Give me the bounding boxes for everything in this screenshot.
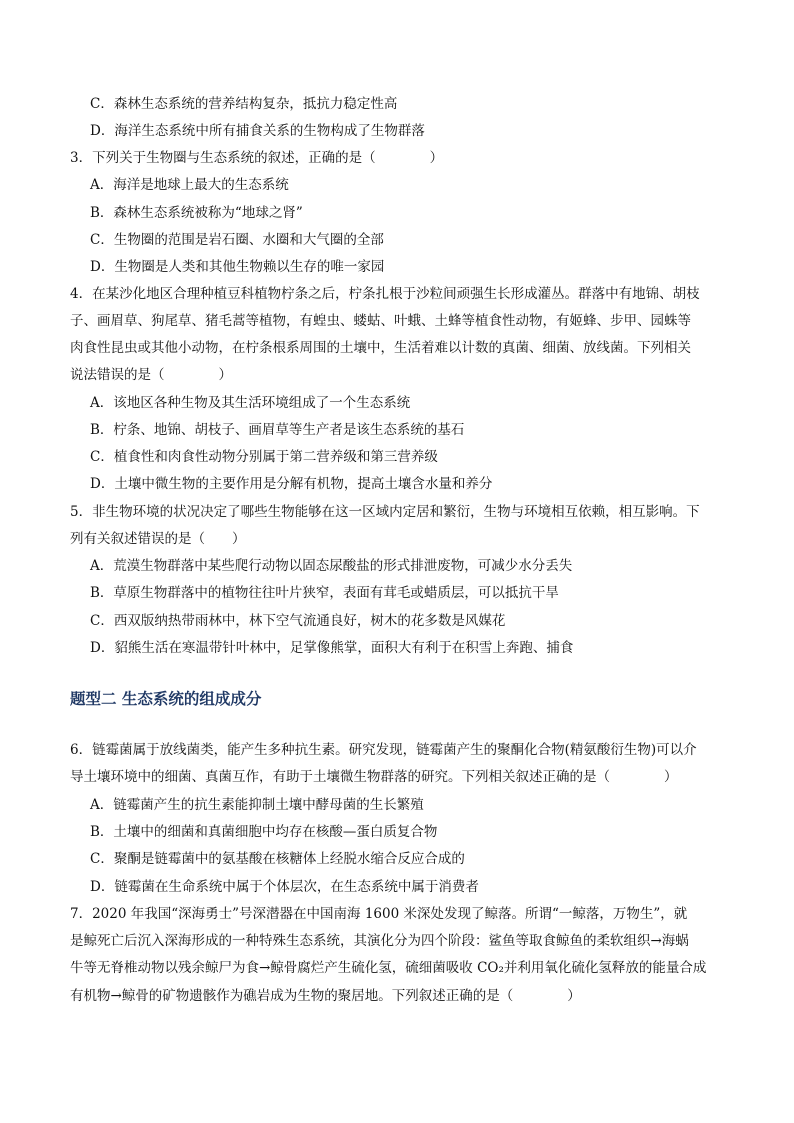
q7-stem-line: 牛等无脊椎动物以残余鲸尸为食→鲸骨腐烂产生硫化氢，硫细菌吸收 CO₂并利用氧化硫化氢释放的能量合成 [70, 960, 707, 976]
q3-option-b: B．森林生态系统被称为“地球之肾” [90, 205, 303, 221]
q5-option-b: B．草原生物群落中的植物往往叶片狭窄，表面有茸毛或蜡质层，可以抵抗干旱 [90, 585, 559, 601]
q5-option-a: A．荒漠生物群落中某些爬行动物以固态尿酸盐的形式排泄废物，可减少水分丢失 [90, 558, 573, 574]
q6-option-a: A．链霉菌产生的抗生素能抑制土壤中酵母菌的生长繁殖 [90, 797, 424, 813]
q3-stem: 3．下列关于生物圈与生态系统的叙述，正确的是（ ） [70, 150, 444, 166]
q5-stem-line: 5．非生物环境的状况决定了哪些生物能够在这一区域内定居和繁衍，生物与环境相互依赖，相互影响。下 [70, 504, 700, 520]
q6-stem-line: 6．链霉菌属于放线菌类，能产生多种抗生素。研究发现，链霉菌产生的聚酮化合物(精氨酸衍生物)可以介 [70, 742, 697, 758]
q6-option-d: D．链霉菌在生命系统中属于个体层次，在生态系统中属于消费者 [90, 879, 479, 895]
q4-stem-line: 子、画眉草、狗尾草、猪毛蒿等植物，有蝗虫、蝼蛄、叶蛾、土蜂等植食性动物，有姬蜂、步甲、园蛛等 [70, 313, 691, 329]
q4-option-c: C．植食性和肉食性动物分别属于第二营养级和第三营养级 [90, 449, 438, 465]
q7-stem-line: 是鲸死亡后沉入深海形成的一种特殊生态系统，其演化分为四个阶段：鲨鱼等取食鲸鱼的柔软组织→海蜗 [70, 933, 689, 949]
q2-option-d: D．海洋生态系统中所有捕食关系的生物构成了生物群落 [90, 123, 425, 139]
q4-option-a: A．该地区各种生物及其生活环境组成了一个生态系统 [90, 395, 411, 411]
q4-option-d: D．土壤中微生物的主要作用是分解有机物，提高土壤含水量和养分 [90, 476, 493, 492]
q3-option-d: D．生物圈是人类和其他生物赖以生存的唯一家园 [90, 259, 385, 275]
q4-stem-line: 4．在某沙化地区合理种植豆科植物柠条之后，柠条扎根于沙粒间顽强生长形成灌丛。群落中有地锦、胡枝 [70, 286, 700, 302]
q6-option-b: B．土壤中的细菌和真菌细胞中均存在核酸—蛋白质复合物 [90, 824, 438, 840]
q5-stem-line: 列有关叙述错误的是（ ） [70, 531, 246, 547]
q4-stem-line: 肉食性昆虫或其他小动物，在柠条根系周围的土壤中，生活着难以计数的真菌、细菌、放线菌。下列相关 [70, 340, 691, 356]
q4-stem-line: 说法错误的是（ ） [70, 367, 232, 383]
q7-stem-line: 7．2020 年我国“深海勇士”号深潜器在中国南海 1600 米深处发现了鲸落。所谓“一鲸落，万物生”，就 [70, 906, 688, 922]
q6-stem-line: 导土壤环境中的细菌、真菌互作，有助于土壤微生物群落的研究。下列相关叙述正确的是（ ） [70, 769, 678, 785]
section-heading: 题型二 生态系统的组成成分 [70, 690, 262, 708]
q3-option-c: C．生物圈的范围是岩石圈、水圈和大气圈的全部 [90, 232, 384, 248]
q4-option-b: B．柠条、地锦、胡枝子、画眉草等生产者是该生态系统的基石 [90, 422, 465, 438]
q3-option-a: A．海洋是地球上最大的生态系统 [90, 177, 289, 193]
q7-stem-line: 有机物→鲸骨的矿物遗骸作为礁岩成为生物的聚居地。下列叙述正确的是（ ） [70, 988, 581, 1004]
q2-option-c: C．森林生态系统的营养结构复杂，抵抗力稳定性高 [90, 96, 398, 112]
q5-option-d: D．貂熊生活在寒温带针叶林中，足掌像熊掌，面积大有利于在积雪上奔跑、捕食 [90, 640, 574, 656]
q6-option-c: C．聚酮是链霉菌中的氨基酸在核糖体上经脱水缩合反应合成的 [90, 851, 465, 867]
q5-option-c: C．西双版纳热带雨林中，林下空气流通良好，树木的花多数是风媒花 [90, 613, 506, 629]
